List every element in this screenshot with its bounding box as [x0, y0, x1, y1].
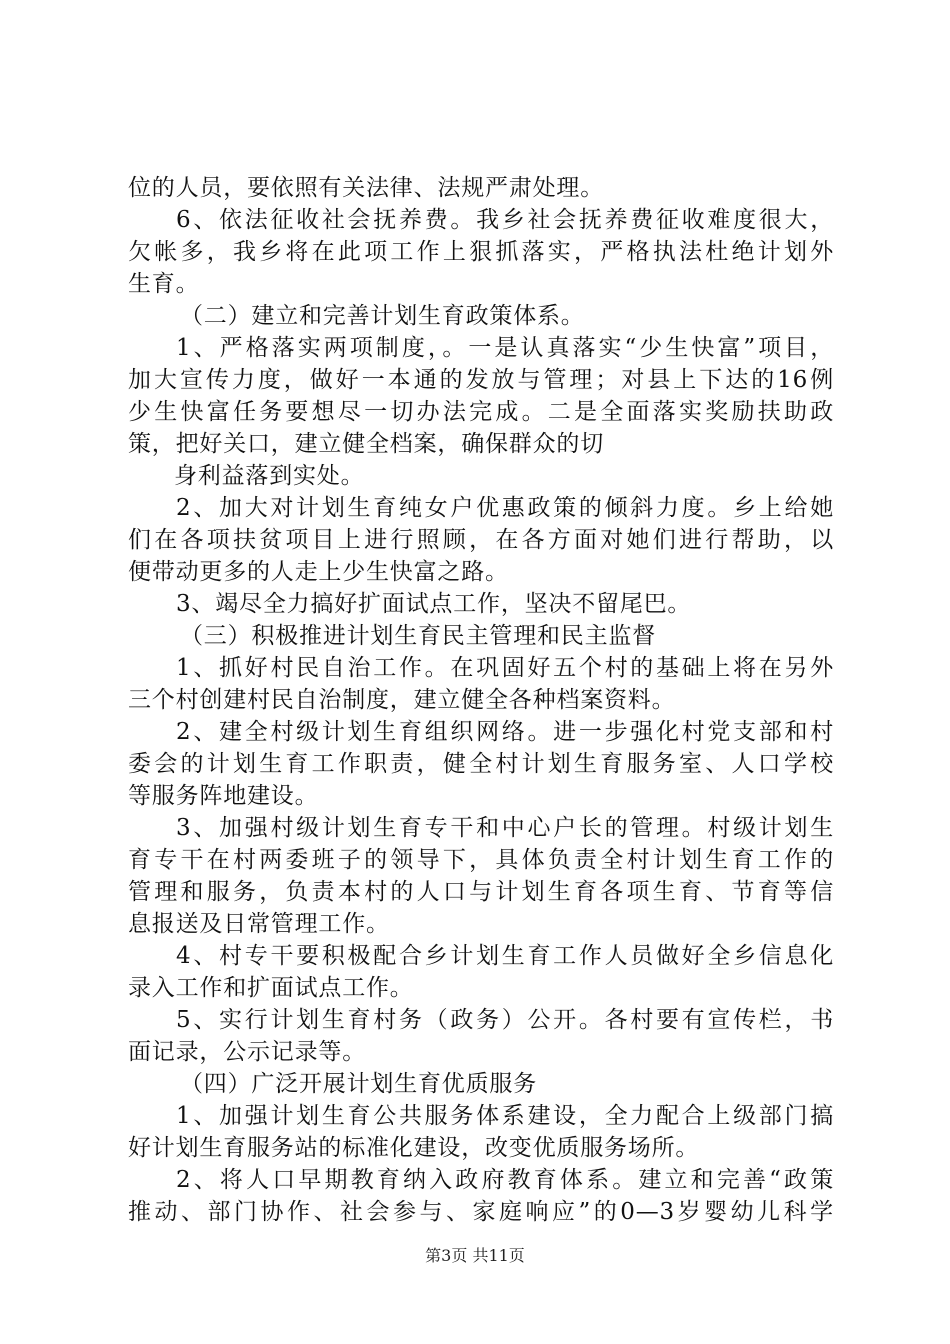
- text-line: 管理和服务，负责本村的人口与计划生育各项生育、节育等信: [128, 879, 834, 905]
- text-line: 2、加大对计划生育纯女户优惠政策的倾斜力度。乡上给她: [176, 495, 834, 521]
- text-line: 录入工作和扩面试点工作。: [128, 975, 414, 1001]
- text-line: 欠帐多，我乡将在此项工作上狠抓落实，严格执法杜绝计划外: [128, 239, 834, 265]
- text-line: 生育。: [128, 271, 200, 297]
- text-line: 2、将人口早期教育纳入政府教育体系。建立和完善“政策: [176, 1167, 834, 1193]
- page-footer: 第3页 共11页: [425, 1246, 525, 1265]
- text-line: 3、竭尽全力搞好扩面试点工作，坚决不留尾巴。: [176, 591, 692, 617]
- text-line: 等服务阵地建设。: [128, 783, 319, 809]
- text-line: 4、村专干要积极配合乡计划生育工作人员做好全乡信息化: [176, 943, 834, 969]
- text-line: （四）广泛开展计划生育优质服务: [180, 1071, 537, 1097]
- text-line: 1、严格落实两项制度，。一是认真落实“少生快富”项目，: [176, 335, 834, 361]
- text-line: 少生快富任务要想尽一切办法完成。二是全面落实奖励扶助政: [128, 399, 834, 425]
- text-line: 6、依法征收社会抚养费。我乡社会抚养费征收难度很大，: [176, 207, 834, 233]
- text-line: 便带动更多的人走上少生快富之路。: [128, 559, 509, 585]
- text-line: 委会的计划生育工作职责，健全村计划生育服务室、人口学校: [128, 751, 834, 777]
- text-line: 好计划生育服务站的标准化建设，改变优质服务场所。: [128, 1135, 700, 1161]
- text-line: 息报送及日常管理工作。: [128, 911, 390, 937]
- text-line: 身利益落到实处。: [174, 463, 365, 489]
- text-line: 三个村创建村民自治制度，建立健全各种档案资料。: [128, 687, 676, 713]
- text-line: （二）建立和完善计划生育政策体系。: [180, 303, 585, 329]
- text-line: 们在各项扶贫项目上进行照顾，在各方面对她们进行帮助，以: [128, 527, 834, 553]
- text-line: 1、抓好村民自治工作。在巩固好五个村的基础上将在另外: [176, 655, 834, 681]
- text-line: （三）积极推进计划生育民主管理和民主监督: [180, 623, 656, 649]
- text-line: 加大宣传力度，做好一本通的发放与管理；对县上下达的16例: [128, 367, 834, 393]
- text-line: 1、加强计划生育公共服务体系建设，全力配合上级部门搞: [176, 1103, 834, 1129]
- text-line: 育专干在村两委班子的领导下，具体负责全村计划生育工作的: [128, 847, 834, 873]
- text-line: 3、加强村级计划生育专干和中心户长的管理。村级计划生: [176, 815, 834, 841]
- text-line: 5、实行计划生育村务（政务）公开。各村要有宣传栏，书: [176, 1007, 834, 1033]
- text-line: 位的人员，要依照有关法律、法规严肃处理。: [128, 175, 604, 201]
- document-body: [128, 172, 834, 1228]
- text-line: 策，把好关口，建立健全档案，确保群众的切: [128, 431, 604, 457]
- text-line: 推动、部门协作、社会参与、家庭响应”的0—3岁婴幼儿科学: [128, 1199, 834, 1225]
- text-line: 2、建全村级计划生育组织网络。进一步强化村党支部和村: [176, 719, 834, 745]
- text-line: 面记录，公示记录等。: [128, 1039, 366, 1065]
